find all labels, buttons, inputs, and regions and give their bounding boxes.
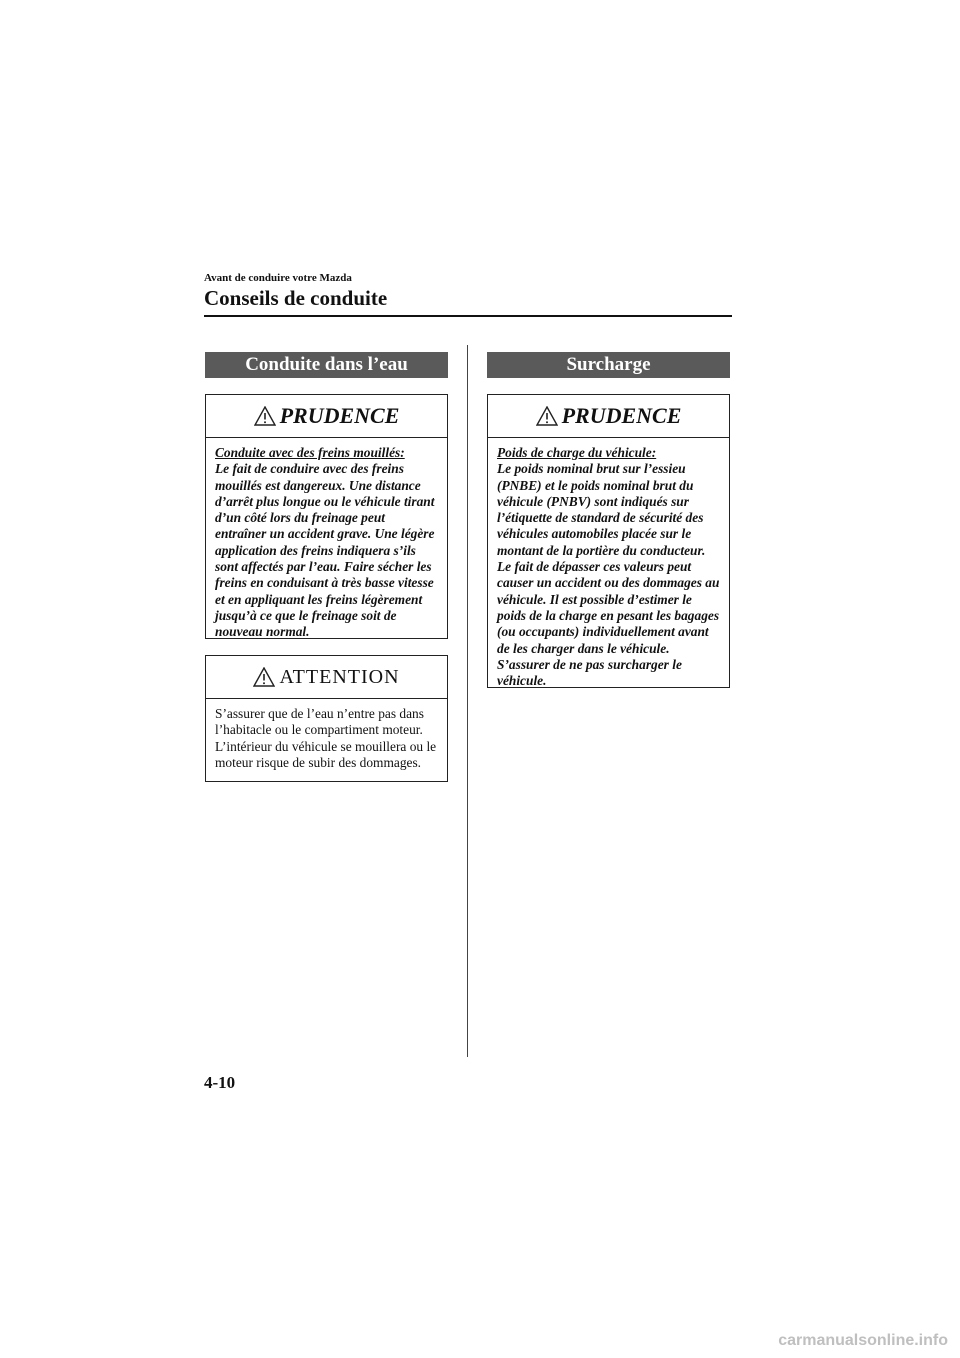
header-rule	[204, 315, 732, 317]
caution-body	[206, 438, 447, 647]
caution-lead: Conduite avec des freins mouillés:	[215, 445, 405, 460]
section-title-water-driving: Conduite dans l’eau	[205, 352, 448, 378]
caution-lead: Poids de charge du véhicule:	[497, 445, 657, 460]
caution-text: Le fait de conduire avec des freins mouillés est dangereux. Une distance d’arrêt plus longue ou le véhicule tirant d’un côté lors du freinage peut entraîner un accident grave. Une légère application des freins indiquera s’ils sont affectés par l’eau. Faire sécher les freins en conduisant à très basse vitesse et en appliquant les freins légèrement jusqu’à ce que le freinage soit de nouveau normal.	[215, 461, 435, 640]
attention-label: ATTENTION	[279, 665, 400, 688]
caution-box-wet-brakes	[205, 394, 448, 639]
watermark: carmanualsonline.info	[778, 1332, 948, 1349]
column-divider	[467, 345, 468, 1057]
warning-triangle-icon	[536, 406, 558, 426]
section-title-overload: Surcharge	[487, 352, 730, 378]
attention-box-water-entry	[205, 655, 448, 782]
attention-header	[206, 656, 447, 699]
breadcrumb: Avant de conduire votre Mazda	[204, 272, 352, 284]
attention-text: S’assurer que de l’eau n’entre pas dans l’habitacle ou le compartiment moteur. L’intérieur du véhicule se mouillera ou le moteur risque de subir des dommages.	[215, 706, 437, 770]
page-title: Conseils de conduite	[204, 286, 388, 310]
caution-body	[488, 438, 729, 695]
warning-triangle-icon	[254, 406, 276, 426]
page-number: 4-10	[204, 1073, 236, 1092]
caution-header	[488, 395, 729, 438]
caution-label: PRUDENCE	[279, 403, 400, 428]
caution-text: Le poids nominal brut sur l’essieu (PNBE) et le poids nominal brut du véhicule (PNBV) sont indiqués sur l’étiquette de standard de sécurité des véhicules automobiles placée sur le montant de la portière du conducteur. Le fait de dépasser ces valeurs peut causer un accident ou des dommages au véhicule. Il est possible d’estimer le poids de la charge en pesant les bagages (ou occupants) individuellement avant de les charger dans le véhicule. S’assurer de ne pas surcharger le véhicule.	[497, 461, 720, 689]
caution-header	[206, 395, 447, 438]
warning-triangle-icon	[253, 667, 275, 687]
caution-label: PRUDENCE	[561, 403, 682, 428]
caution-box-vehicle-load	[487, 394, 730, 688]
